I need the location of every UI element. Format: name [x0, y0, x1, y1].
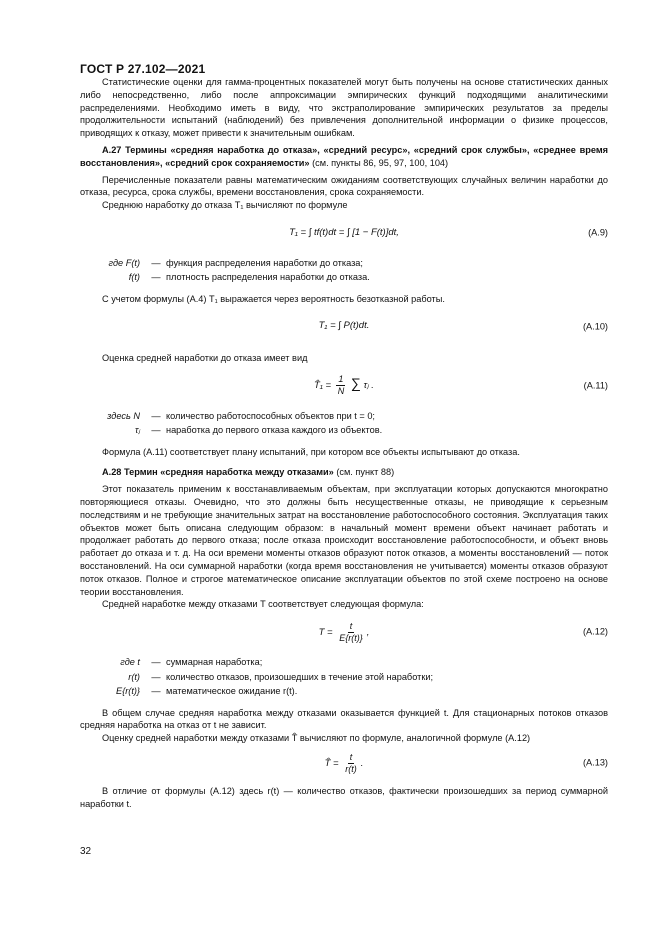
formula-a9-integral1: ∫ tf(t)dt = — [308, 226, 347, 238]
paragraph-estimate-intro: Оценка средней наработки до отказа имеет вид — [102, 352, 308, 363]
definition-symbol: здесь N — [107, 410, 140, 421]
document-header: ГОСТ Р 27.102—2021 — [80, 62, 206, 76]
definition-text: суммарная наработка; — [166, 657, 263, 668]
formula-a10-lhs: T₁ = — [318, 320, 339, 332]
formula-a12 — [80, 611, 608, 653]
formula-a11-fraction — [336, 374, 347, 397]
section-a28-heading — [80, 466, 608, 479]
formula-a12-fraction — [337, 621, 365, 644]
definition-dash: — — [151, 272, 161, 283]
formula-a13 — [80, 745, 608, 781]
definition-text: плотность распределения наработки до отказа. — [166, 272, 370, 283]
definition-row — [80, 670, 608, 685]
section-a28-ref: (см. пункт 88) — [333, 467, 395, 478]
definition-text: наработка до первого отказа каждого из объектов. — [166, 425, 383, 436]
definitions-a9 — [80, 256, 608, 285]
definition-symbol: r(t) — [128, 671, 140, 682]
formula-a11-expression — [314, 374, 374, 397]
paragraph-test-plan: Формула (А.11) соответствует плану испытаний, при котором все объекты испытывают до отказа. — [102, 446, 520, 457]
formula-a13-number: (А.13) — [582, 757, 608, 768]
formula-a10 — [80, 306, 608, 348]
formula-a12-tail: , — [366, 626, 370, 638]
paragraph-restorable-objects: Этот показатель применим к восстанавливаемым объектам, при эксплуатации которых допускаются многократно повторяющиеся отказы. Очевидно, что это должны быть несущественные отказы, не приводящие к серьезным последствиям и не требующие значительных затрат на восстановление работоспособного состояния. Эксплуатация таких объектов может быть описана следующим образом: в начальный момент времени объект начинает работать и продолжает работать до первого отказа; после отказа происходит восстановление работоспособности, и объект вновь работает до отказа и т. д. На оси времени моменты отказов образуют поток отказов, а моменты восстановлений — поток восстановлений. На оси суммарной наработки (когда время восстановления не учитывается) моменты отказов образуют поток отказов. Полное и строгое математическое описание эксплуатации объектов по этой схеме построено на основе теории восстановления. — [80, 484, 608, 597]
formula-a9-integral2: ∫ [1 − F(t)]dt, — [346, 226, 399, 238]
formula-a11 — [80, 365, 608, 407]
paragraph-mtbf-estimate-intro: Оценку средней наработки между отказами T̂ вычисляют по формуле, аналогичной формуле (А.12) — [102, 733, 531, 744]
definition-symbol: где t — [120, 657, 140, 668]
paragraph-reliability-link: С учетом формулы (А.4) T₁ выражается через вероятность безотказной работы. — [102, 293, 445, 304]
definition-symbol: где F(t) — [108, 257, 140, 268]
paragraph-mtbf-intro: Средней наработке между отказами T соответствует следующая формула: — [102, 599, 424, 610]
formula-a12-number: (А.12) — [582, 626, 608, 637]
formula-a12-expression — [319, 621, 370, 644]
section-a28-title: А.28 Термин «средняя наработка между отказами» — [102, 467, 334, 478]
formula-a10-integral: ∫ P(t)dt. — [338, 320, 370, 332]
formula-a11-lhs: T̂₁ = — [314, 380, 334, 392]
formula-a13-tail: . — [360, 757, 364, 769]
formula-a11-number: (А.11) — [583, 380, 608, 391]
definition-row — [80, 684, 608, 699]
page-content — [80, 76, 608, 811]
definition-symbol: f(t) — [128, 272, 140, 283]
formula-a11-denominator: N — [337, 386, 345, 397]
formula-a11-numerator: 1 — [338, 374, 344, 385]
definition-dash: — — [151, 671, 161, 682]
paragraph-mean-ttf-intro: Среднюю наработку до отказа T₁ вычисляют по формуле — [102, 200, 348, 211]
section-a27-ref: (см. пункты 86, 95, 97, 100, 104) — [309, 157, 449, 168]
definition-row — [80, 270, 608, 285]
page-number: 32 — [80, 846, 92, 857]
formula-a12-denominator: E{r(t)} — [339, 632, 363, 643]
formula-a13-numerator: t — [349, 751, 353, 762]
section-a27-heading — [80, 144, 608, 170]
definition-dash: — — [151, 425, 161, 436]
summation-icon: ∑ — [350, 375, 361, 392]
definition-symbol: E{r(t)} — [116, 686, 140, 697]
paragraph-expectations: Перечисленные показатели равны математическим ожиданиям соответствующих случайных величин наработки до отказа, ресурса, срока службы, времени восстановления, срока сохраняемости. — [80, 174, 608, 198]
formula-a12-numerator: t — [349, 620, 353, 631]
paragraph-actual-failures: В отличие от формулы (А.12) здесь r(t) — количество отказов, фактически произошедших за период суммарной наработки t. — [80, 786, 608, 809]
definition-dash: — — [151, 657, 161, 668]
formula-a12-lhs: T = — [318, 626, 336, 638]
formula-a9-expression — [289, 227, 399, 240]
definition-symbol: τⱼ — [134, 425, 140, 436]
definition-row — [80, 409, 608, 424]
section-a27-title: А.27 Термины «средняя наработка до отказа», «средний ресурс», «средний срок службы», «среднее время восстановления», «средний срок сохраняемости» — [80, 144, 608, 168]
formula-a10-expression — [319, 320, 370, 333]
paragraph-gamma-estimates: Статистические оценки для гамма-процентных показателей могут быть получены на основе статистических данных либо непосредственно, либо после аппроксимации эмпирических функций подходящими аналитическими распределениями. Необходимо иметь в виду, что экстраполирование эмпирических результатов за пределы продолжительности испытаний (наблюдений) без привлечения дополнительной информации о физике процессов, приводящих к отказу, может привести к значительным ошибкам. — [80, 77, 608, 139]
definition-row — [80, 423, 608, 438]
formula-a13-fraction — [343, 752, 359, 775]
formula-a10-number: (А.10) — [582, 321, 608, 332]
definition-text: функция распределения наработки до отказа; — [166, 257, 363, 268]
formula-a13-expression — [325, 752, 364, 775]
formula-a13-lhs: T̂ = — [324, 757, 342, 769]
definition-row — [80, 256, 608, 271]
formula-a9-lhs: T₁ = — [289, 226, 309, 238]
definition-dash: — — [151, 410, 161, 421]
definitions-a11 — [80, 409, 608, 438]
formula-a9 — [80, 212, 608, 254]
formula-a11-term: τⱼ . — [363, 380, 374, 392]
definition-text: количество отказов, произошедших в течение этой наработки; — [166, 671, 434, 682]
definition-text: количество работоспособных объектов при t = 0; — [166, 410, 375, 421]
formula-a13-denominator: r(t) — [345, 763, 357, 774]
formula-a9-number: (А.9) — [588, 227, 608, 238]
paragraph-stationary-flows: В общем случае средняя наработка между отказами оказывается функцией t. Для стационарных потоков отказов средняя наработка на отказ от t не зависит. — [80, 707, 608, 731]
definitions-a12 — [80, 655, 608, 699]
definition-text: математическое ожидание r(t). — [166, 686, 298, 697]
definition-dash: — — [151, 257, 161, 268]
definition-row — [80, 655, 608, 670]
definition-dash: — — [151, 686, 161, 697]
